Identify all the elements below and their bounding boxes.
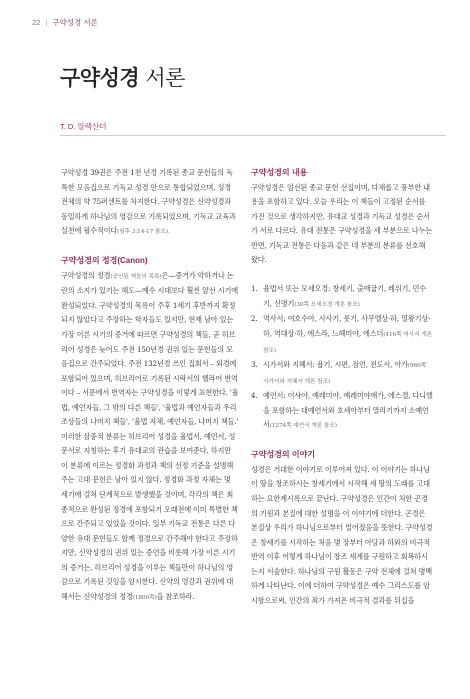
running-header <box>32 17 98 28</box>
story-paragraph: 성경은 거대한 이야기로 이루어져 있다. 이 이야기는 하나님이 땅을 창조하시는 창세기에서 시작해 새 땅의 도래를 고대하는 요한계시록으로 끝난다. 구약성경은 인간이 처한 곤경의 기원과 본질에 대한 설명을 이 이야기에 더한다. 곤경은 본질상 우리가 하나님으로부터 멀어졌음을 뜻한다. 구약성경은 창세기를 시작하는 처음 몇 장부터 아담과 하와의 비극적 반역 이후 어떻게 하나님이 창조 세계를 구원하고 회복하시는지 서술한다. 하나님의 구원 활동은 구약 전체에 걸쳐 명백하게 나타난다. 이에 더하여 구약성경은 예수 그리스도를 암시함으로써, 인간의 죄가 가져온 비극적 결과를 뒤집을 <box>251 464 433 605</box>
canon-end-note: (1800쪽) <box>132 594 157 601</box>
divider-rule <box>60 135 446 136</box>
intro-text: 구약성경 39권은 주전 1천 년경 기록된 종교 문헌들의 독특한 모음집으로 기독교 성경 안으로 통합되었으며, 성경 전체의 약 75퍼센트를 차지한다. 구약성경은 신약성경과 동일하게 하나님의 영감으로 기록되었으며, 기독교 교육과 실천에 필수적이다 <box>61 168 236 236</box>
list-item <box>251 389 433 434</box>
canon-body: 은—증거가 약하거나 논란의 소지가 있기는 해도—예수 시대보다 훨씬 앞선 시기에 완성되었다. 구약성경의 목록이 주후 1세기 후반까지 확정되지 않았다고 주장하는 학자들도 있지만, 현재 남아 있는 가장 이른 시기의 증거에 따르면 구약성경의 책들, 곧 히브리어 성경은 늦어도 주전 150년경 권위 있는 문헌들의 모음집으로 간주되었다. 주전 132년경 쓰인 집회서 – 외경에 포함되어 있으며, 히브리어로 기록된 시락서의 헬라어 번역이다 – 서문에서 번역자는 구약성경을 이렇게 표현한다. '율법, 예언자들, 그 밖의 다른 책들', '율법과 예언자들과 우리 조상들의 나머지 책들', '율법 자체, 예언자들, 나머지 책들.' 이러한 삼중적 분류는 히브리어 성경을 율법서, 예언서, 성문서로 지칭하는 후기 유대교의 관습을 보여준다. 하지만 이 분류에 이르는 정경화 과정과 책의 선정 기준을 설명해 주는 고대 문헌은 남아 있지 않다. 정경화 과정 자체는 몇 세기에 걸쳐 단계적으로 발생했을 것이며, 각각의 책은 최종적으로 완성된 정경에 포함되기 오래전에 이미 특별한 책으로 간주되고 있었을 것이다. 일부 기독교 전통은 다른 다양한 유대 문헌들도 함께 정경으로 간주해야 한다고 주장하지만, 신약성경의 권위 있는 증언을 비롯해 가장 이른 시기의 증거는, 히브리어 성경을 이루는 책들만이 하나님의 영감으로 기록된 것임을 암시한다. 신약의 영감과 권위에 대해서는 <box>61 270 239 601</box>
author-name: T. D. 알렉산더 <box>60 122 107 131</box>
list-note: (960쪽 시가서와 지혜서 개론 참조) <box>263 363 427 385</box>
list-text: 율법서 또는 모세오경: 창세기, 출애굽기, 레위기, 민수기, 신명기 <box>263 284 427 308</box>
list-item <box>251 358 433 389</box>
left-column <box>61 166 239 605</box>
list-number: 2. <box>251 314 258 324</box>
list-number: 4. <box>251 391 258 401</box>
list-item <box>251 312 433 358</box>
list-note: (416쪽 역사서 개론 참조) <box>263 332 433 354</box>
list-number: 1. <box>251 284 258 294</box>
intro-paragraph <box>61 166 239 240</box>
list-item <box>251 282 433 312</box>
canon-end: 신약성경의 정경 <box>81 591 133 601</box>
section-name: 구약성경 서론 <box>52 18 98 27</box>
canon-paragraph <box>61 269 239 606</box>
book-division-list <box>251 282 433 433</box>
list-number: 3. <box>251 360 258 370</box>
title-bold: 구약성경 <box>60 66 140 90</box>
right-column <box>251 166 433 608</box>
intro-reference: (딤후 3:14-17 참조). <box>117 229 170 236</box>
page-title <box>60 62 185 92</box>
title-rest: 서론 <box>139 66 185 90</box>
canon-lead-note: (공인된 책들의 목록) <box>110 273 162 280</box>
header-divider: | <box>45 18 48 27</box>
canon-lead: 구약성경의 정경 <box>61 270 111 280</box>
list-note: (1274쪽 예언서 개론 참조) <box>269 423 337 430</box>
page-number: 22 <box>32 18 41 27</box>
content-paragraph: 구약성경은 엄선된 종교 문헌 선집이며, 다채롭고 풍부한 내용을 포함하고 있다. 오늘 우리는 이 책들이 고정된 순서를 가진 것으로 생각하지만, 유대교 성경과 기독교 성경은 순서가 서로 다르다. 유대 전통은 구약성경을 세 부분으로 나누는 반면, 기독교 전통은 다음과 같은 네 부분의 분류를 선호해 왔다. <box>251 182 433 265</box>
canon-heading: 구약성경의 정경(Canon) <box>61 256 148 266</box>
content-heading: 구약성경의 내용 <box>251 168 308 177</box>
canon-end-tail: 을 참조하라. <box>156 591 195 601</box>
list-text: 역사서: 여호수아, 사사기, 룻기, 사무엘상·하, 열왕기상·하, 역대상·하, 에스라, 느헤미야, 에스더 <box>263 314 431 339</box>
list-text: 예언서: 이사야, 예레미야, 예레미야애가, 에스겔, 다니엘을 포함하는 대예언서와 호세아부터 말라기까지 소예언서 <box>263 391 433 430</box>
story-heading: 구약성경의 이야기 <box>251 450 316 460</box>
list-text: 시가서와 지혜서: 욥기, 시편, 잠언, 전도서, 아가 <box>263 360 408 370</box>
list-note: (30쪽 모세오경 개론 참조) <box>294 301 360 308</box>
